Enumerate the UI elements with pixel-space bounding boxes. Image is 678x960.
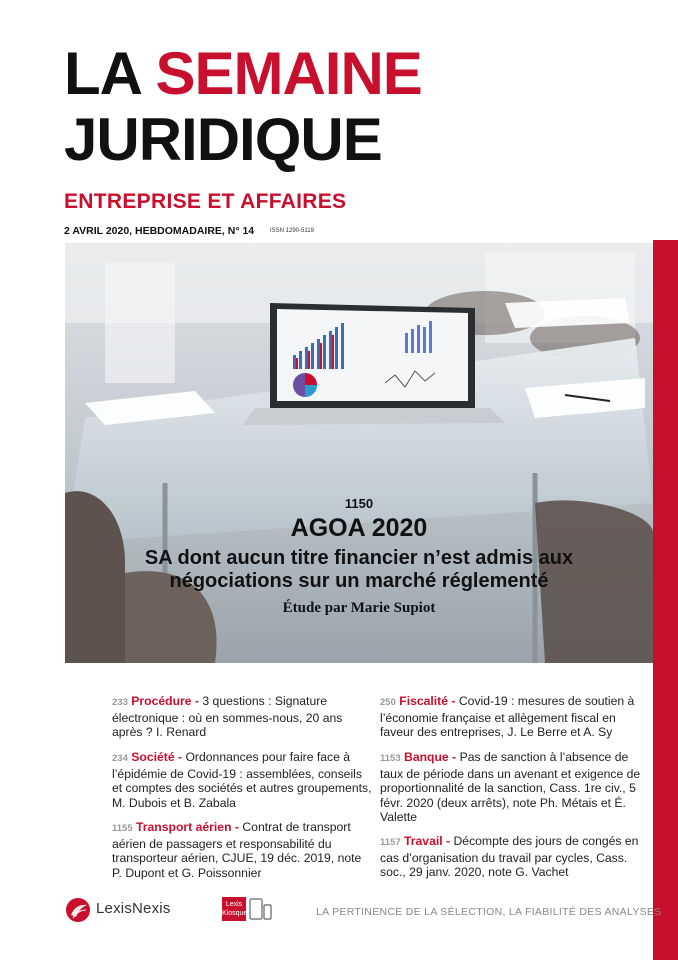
summary-number: 1157 — [380, 837, 401, 848]
summary-number: 1155 — [112, 823, 133, 834]
summary-separator: - — [448, 750, 460, 764]
lexis-kiosque-badge — [222, 897, 246, 921]
summary-text: Décompte des jours de congés en cas d’organisation du travail par cycles, Cass. soc., 29 janv. 2020, note G. Vachet — [380, 834, 639, 880]
summary-text: Pas de sanction à l’absence de taux de période dans un avenant et exigence de proportionnalité de la sanction, Cass. 1re civ., 5 févr. 2020 (deux arrêts), note Ph. Métais et É. Valette — [380, 750, 641, 825]
tagline: LA PERTINENCE DE LA SÉLECTION, LA FIABILITÉ DES ANALYSES — [316, 906, 662, 918]
feature-subtitle-line2: négociations sur un marché réglementé — [169, 570, 549, 592]
feature-number: 1150 — [344, 496, 374, 511]
lexisnexis-logo-icon — [65, 897, 93, 923]
summary-topic: Procédure — [131, 694, 192, 708]
summary-number: 233 — [112, 697, 128, 708]
summary-separator: - — [174, 750, 186, 764]
summary-text: Covid-19 : mesures de soutien à l’économie française et allègement fiscal en faveur des entreprises, J. Le Berre et A. Sy — [380, 694, 635, 740]
summary-item[interactable] — [380, 834, 642, 880]
masthead-title-line2: JURIDIQUE — [64, 106, 382, 173]
summary-separator: - — [231, 820, 243, 834]
summary-separator: - — [448, 694, 459, 708]
summary-number: 250 — [380, 697, 396, 708]
summary-item[interactable] — [112, 750, 374, 810]
summary-item[interactable] — [112, 694, 374, 740]
summary-item[interactable] — [380, 694, 642, 740]
summary-topic: Banque — [404, 750, 449, 764]
kiosque-label2: Kiosque — [222, 910, 248, 917]
edition-name: ENTREPRISE ET AFFAIRES — [64, 190, 347, 213]
summary-topic: Transport aérien — [136, 820, 232, 834]
devices-icon — [249, 897, 273, 921]
publisher-name: LexisNexis — [96, 900, 171, 917]
masthead-title-la: LA — [64, 40, 156, 107]
summary-separator: - — [442, 834, 454, 848]
kiosque-label1: Lexis — [225, 901, 243, 908]
summary-topic: Fiscalité — [399, 694, 449, 708]
summary-text: Contrat de transport aérien de passagers et responsabilité du transporteur aérien, CJUE, 19 déc. 2019, note P. Dupont et G. Poissonnier — [112, 820, 362, 880]
feature-title: AGOA 2020 — [290, 514, 428, 542]
issn: ISSN 1290-5119 — [270, 228, 314, 234]
masthead-title-line1 — [64, 40, 422, 108]
summary-number: 1153 — [380, 753, 401, 764]
summary-topic: Travail — [404, 834, 443, 848]
issue-info: 2 AVRIL 2020, HEBDOMADAIRE, N° 14 — [64, 225, 255, 237]
masthead-title-semaine: SEMAINE — [155, 40, 422, 107]
summary-item[interactable] — [112, 820, 374, 880]
red-side-band — [653, 240, 678, 960]
summary-separator: - — [191, 694, 203, 708]
feature-subtitle-line1: SA dont aucun titre financier n’est admis aux — [144, 547, 574, 569]
feature-article — [65, 496, 653, 617]
summary-item[interactable] — [380, 750, 642, 825]
summary-topic: Société — [131, 750, 175, 764]
summary-text: Ordonnances pour faire face à l’épidémie de Covid-19 : assemblées, conseils et comptes des sociétés et autres groupements, M. Dubois et B. Zabala — [112, 750, 372, 810]
summary-number: 234 — [112, 753, 128, 764]
summary-text: 3 questions : Signature électronique : où en sommes-nous, 20 ans après ? I. Renard — [112, 694, 343, 740]
feature-subtitle — [65, 547, 653, 593]
feature-author: Étude par Marie Supiot — [282, 600, 436, 616]
